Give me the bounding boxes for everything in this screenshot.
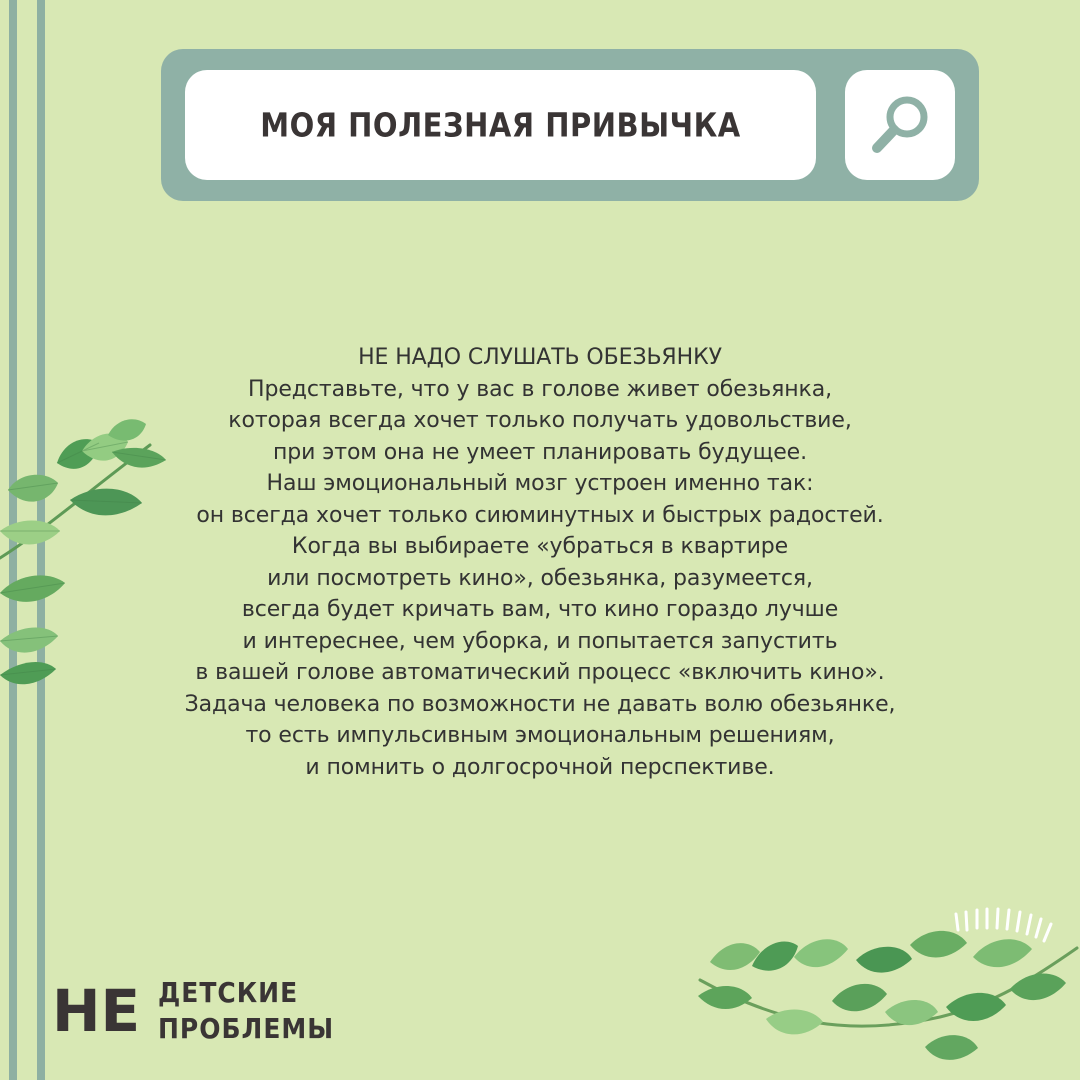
- habit-line: которая всегда хочет только получать удовольствие,: [228, 408, 852, 433]
- habit-line: Наш эмоциональный мозг устроен именно так:: [266, 471, 814, 496]
- brand-logo: [52, 976, 372, 1046]
- sun-ray-icon: [956, 909, 1051, 941]
- habit-text: [110, 342, 970, 783]
- habit-line: Представьте, что у вас в голове живет обезьянка,: [248, 376, 832, 402]
- habit-line: и интереснее, чем уборка, и попытается запустить: [242, 628, 838, 654]
- leaf-branch-icon: [680, 900, 1080, 1080]
- brand-line-1: ДЕТСКИЕ: [158, 976, 299, 1009]
- habit-line: он всегда хочет только сиюминутных и быстрых радостей.: [196, 502, 884, 528]
- habit-line: при этом она не умеет планировать будущее.: [273, 439, 807, 465]
- brand-line-2: ПРОБЛЕМЫ: [158, 1012, 335, 1045]
- search-title: МОЯ ПОЛЕЗНАЯ ПРИВЫЧКА: [260, 105, 741, 145]
- habit-line: и помнить о долгосрочной перспективе.: [305, 754, 775, 780]
- search-input[interactable]: [185, 70, 816, 180]
- habit-heading: НЕ НАДО СЛУШАТЬ ОБЕЗЬЯНКУ: [358, 345, 722, 370]
- habit-line: Когда вы выбираете «убраться в квартире: [291, 534, 789, 559]
- search-button[interactable]: [845, 70, 955, 180]
- magnifier-icon: [865, 90, 935, 160]
- search-panel: [161, 49, 979, 201]
- habit-line: в вашей голове автоматический процесс «включить кино».: [195, 660, 885, 685]
- habit-line: всегда будет кричать вам, что кино гораздо лучше: [241, 597, 839, 622]
- habit-line: или посмотреть кино», обезьянка, разумеется,: [267, 565, 813, 591]
- brand-prefix: НЕ: [52, 977, 141, 1045]
- habit-line: то есть импульсивным эмоциональным решениям,: [245, 723, 835, 748]
- habit-line: Задача человека по возможности не давать волю обезьянке,: [184, 691, 896, 717]
